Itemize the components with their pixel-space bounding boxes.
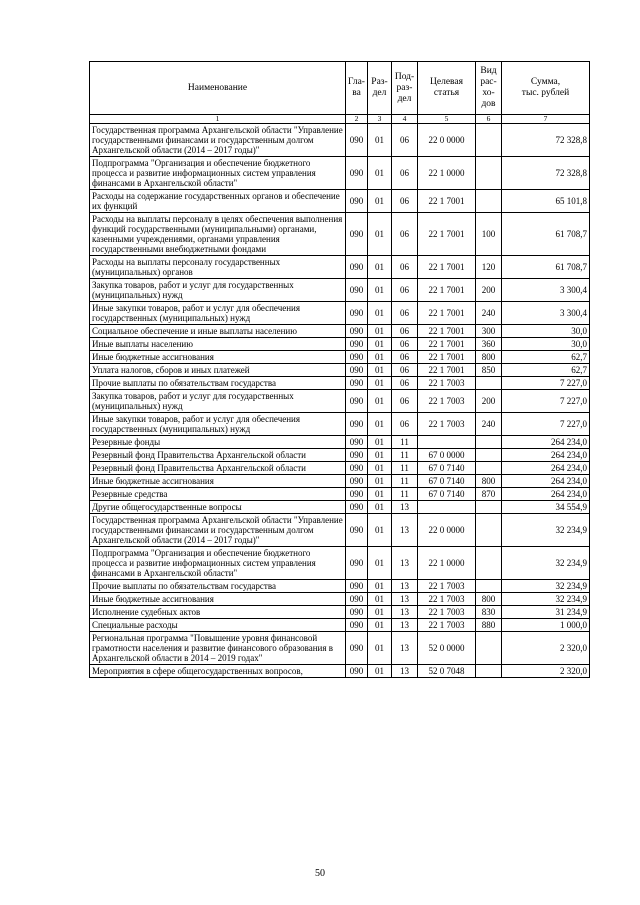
table-row <box>90 302 590 325</box>
cell-razdel: 01 <box>368 413 392 436</box>
cell-glava: 090 <box>346 413 368 436</box>
cell-statya: 22 1 7003 <box>418 606 476 619</box>
cell-glava: 090 <box>346 501 368 514</box>
cell-statya: 22 1 7003 <box>418 390 476 413</box>
cell-glava: 090 <box>346 488 368 501</box>
cell-vid: 850 <box>476 364 502 377</box>
cell-statya: 52 0 7048 <box>418 665 476 678</box>
cell-podrazdel: 13 <box>392 665 418 678</box>
cell-vid: 120 <box>476 256 502 279</box>
cell-name: Прочие выплаты по обязательствам государства <box>90 580 346 593</box>
cell-name: Иные закупки товаров, работ и услуг для обеспечения государственных (муниципальных) нужд <box>90 302 346 325</box>
cell-vid: 100 <box>476 213 502 256</box>
cell-summa: 32 234,9 <box>502 580 590 593</box>
cell-summa: 264 234,0 <box>502 449 590 462</box>
cell-summa: 61 708,7 <box>502 256 590 279</box>
cell-name: Резервные средства <box>90 488 346 501</box>
cell-vid: 200 <box>476 390 502 413</box>
cell-summa: 3 300,4 <box>502 279 590 302</box>
column-header-podrazdel: Под- раз- дел <box>392 62 418 115</box>
cell-statya: 22 1 7003 <box>418 580 476 593</box>
cell-podrazdel: 06 <box>392 377 418 390</box>
cell-razdel: 01 <box>368 436 392 449</box>
cell-vid <box>476 190 502 213</box>
cell-statya <box>418 436 476 449</box>
cell-name: Расходы на содержание государственных органов и обеспечение их функций <box>90 190 346 213</box>
cell-vid: 200 <box>476 279 502 302</box>
cell-glava: 090 <box>346 302 368 325</box>
cell-glava: 090 <box>346 124 368 157</box>
cell-summa: 7 227,0 <box>502 413 590 436</box>
cell-name: Подпрограмма "Организация и обеспечение бюджетного процесса и развитие информационных систем управления финансами в Архангельской области" <box>90 157 346 190</box>
cell-podrazdel: 06 <box>392 413 418 436</box>
table-row <box>90 325 590 338</box>
column-header-vid: Вид рас- хо- дов <box>476 62 502 115</box>
cell-name: Иные бюджетные ассигнования <box>90 593 346 606</box>
cell-name: Подпрограмма "Организация и обеспечение бюджетного процесса и развитие информационных систем управления финансами в Архангельской области" <box>90 547 346 580</box>
table-row <box>90 364 590 377</box>
cell-statya <box>418 501 476 514</box>
cell-summa: 1 000,0 <box>502 619 590 632</box>
cell-summa: 65 101,8 <box>502 190 590 213</box>
cell-statya: 22 0 0000 <box>418 514 476 547</box>
cell-glava: 090 <box>346 364 368 377</box>
cell-summa: 72 328,8 <box>502 124 590 157</box>
cell-name: Прочие выплаты по обязательствам государства <box>90 377 346 390</box>
cell-razdel: 01 <box>368 593 392 606</box>
cell-summa: 2 320,0 <box>502 665 590 678</box>
cell-glava: 090 <box>346 338 368 351</box>
cell-podrazdel: 13 <box>392 514 418 547</box>
cell-statya: 22 1 0000 <box>418 547 476 580</box>
cell-name: Иные бюджетные ассигнования <box>90 475 346 488</box>
table-row <box>90 390 590 413</box>
cell-podrazdel: 06 <box>392 364 418 377</box>
cell-name: Исполнение судебных актов <box>90 606 346 619</box>
page-number: 50 <box>315 868 325 879</box>
cell-statya: 22 1 7001 <box>418 256 476 279</box>
cell-summa: 2 320,0 <box>502 632 590 665</box>
cell-razdel: 01 <box>368 606 392 619</box>
cell-razdel: 01 <box>368 580 392 593</box>
cell-glava: 090 <box>346 390 368 413</box>
cell-glava: 090 <box>346 256 368 279</box>
cell-summa: 72 328,8 <box>502 157 590 190</box>
cell-vid <box>476 124 502 157</box>
table-row <box>90 190 590 213</box>
table-row <box>90 547 590 580</box>
column-header-summa: Сумма, тыс. рублей <box>502 62 590 115</box>
cell-vid: 880 <box>476 619 502 632</box>
table-row <box>90 436 590 449</box>
cell-glava: 090 <box>346 436 368 449</box>
table-row <box>90 213 590 256</box>
column-header-statya: Целевая статья <box>418 62 476 115</box>
cell-razdel: 01 <box>368 338 392 351</box>
cell-podrazdel: 06 <box>392 325 418 338</box>
cell-razdel: 01 <box>368 279 392 302</box>
cell-vid: 830 <box>476 606 502 619</box>
column-header-razdel: Раз- дел <box>368 62 392 115</box>
cell-summa: 264 234,0 <box>502 475 590 488</box>
cell-podrazdel: 13 <box>392 547 418 580</box>
cell-name: Иные бюджетные ассигнования <box>90 351 346 364</box>
cell-vid <box>476 501 502 514</box>
cell-summa: 32 234,9 <box>502 514 590 547</box>
budget-table <box>89 61 590 678</box>
cell-razdel: 01 <box>368 256 392 279</box>
column-number: 4 <box>392 115 418 124</box>
cell-razdel: 01 <box>368 364 392 377</box>
cell-razdel: 01 <box>368 547 392 580</box>
cell-vid: 800 <box>476 593 502 606</box>
cell-statya: 22 1 7001 <box>418 190 476 213</box>
cell-razdel: 01 <box>368 124 392 157</box>
cell-name: Уплата налогов, сборов и иных платежей <box>90 364 346 377</box>
cell-summa: 264 234,0 <box>502 462 590 475</box>
table-row <box>90 488 590 501</box>
cell-razdel: 01 <box>368 302 392 325</box>
cell-glava: 090 <box>346 190 368 213</box>
cell-statya: 22 1 7003 <box>418 593 476 606</box>
cell-glava: 090 <box>346 351 368 364</box>
cell-razdel: 01 <box>368 514 392 547</box>
column-number: 6 <box>476 115 502 124</box>
cell-podrazdel: 06 <box>392 213 418 256</box>
cell-summa: 3 300,4 <box>502 302 590 325</box>
cell-statya: 22 1 7001 <box>418 325 476 338</box>
cell-razdel: 01 <box>368 325 392 338</box>
cell-summa: 7 227,0 <box>502 377 590 390</box>
cell-name: Иные закупки товаров, работ и услуг для обеспечения государственных (муниципальных) нужд <box>90 413 346 436</box>
cell-vid: 240 <box>476 413 502 436</box>
cell-glava: 090 <box>346 606 368 619</box>
cell-name: Резервный фонд Правительства Архангельской области <box>90 449 346 462</box>
cell-podrazdel: 13 <box>392 619 418 632</box>
cell-statya: 52 0 0000 <box>418 632 476 665</box>
cell-summa: 34 554,9 <box>502 501 590 514</box>
column-number: 1 <box>90 115 346 124</box>
cell-podrazdel: 06 <box>392 157 418 190</box>
cell-podrazdel: 13 <box>392 501 418 514</box>
cell-vid <box>476 449 502 462</box>
cell-razdel: 01 <box>368 377 392 390</box>
cell-podrazdel: 11 <box>392 436 418 449</box>
cell-name: Специальные расходы <box>90 619 346 632</box>
cell-glava: 090 <box>346 632 368 665</box>
cell-vid <box>476 377 502 390</box>
cell-name: Мероприятия в сфере общегосударственных вопросов, <box>90 665 346 678</box>
cell-glava: 090 <box>346 580 368 593</box>
cell-statya: 22 1 7003 <box>418 377 476 390</box>
cell-statya: 67 0 7140 <box>418 462 476 475</box>
cell-vid <box>476 514 502 547</box>
cell-statya: 22 1 7001 <box>418 302 476 325</box>
cell-glava: 090 <box>346 449 368 462</box>
table-row <box>90 351 590 364</box>
cell-vid: 800 <box>476 475 502 488</box>
table-row <box>90 619 590 632</box>
cell-vid <box>476 157 502 190</box>
cell-summa: 62,7 <box>502 364 590 377</box>
cell-razdel: 01 <box>368 501 392 514</box>
cell-podrazdel: 06 <box>392 338 418 351</box>
cell-name: Региональная программа "Повышение уровня финансовой грамотности населения и развитие финансового образования в Архангельской области в 2014 – 2019 годах" <box>90 632 346 665</box>
cell-statya: 22 1 7001 <box>418 364 476 377</box>
cell-glava: 090 <box>346 619 368 632</box>
cell-summa: 61 708,7 <box>502 213 590 256</box>
cell-statya: 67 0 7140 <box>418 475 476 488</box>
cell-glava: 090 <box>346 593 368 606</box>
cell-vid: 360 <box>476 338 502 351</box>
cell-vid <box>476 547 502 580</box>
cell-vid: 870 <box>476 488 502 501</box>
cell-name: Расходы на выплаты персоналу государственных (муниципальных) органов <box>90 256 346 279</box>
table-row <box>90 256 590 279</box>
cell-name: Закупка товаров, работ и услуг для государственных (муниципальных) нужд <box>90 279 346 302</box>
cell-statya: 22 1 0000 <box>418 157 476 190</box>
cell-name: Расходы на выплаты персоналу в целях обеспечения выполнения функций государственными (муниципальными) органами, казенными учреждениями, органами управления государственными внебюджетными фондами <box>90 213 346 256</box>
cell-razdel: 01 <box>368 190 392 213</box>
cell-name: Резервный фонд Правительства Архангельской области <box>90 462 346 475</box>
cell-statya: 67 0 7140 <box>418 488 476 501</box>
column-number: 2 <box>346 115 368 124</box>
cell-name: Иные выплаты населению <box>90 338 346 351</box>
cell-podrazdel: 06 <box>392 302 418 325</box>
cell-podrazdel: 11 <box>392 475 418 488</box>
cell-statya: 22 1 7003 <box>418 619 476 632</box>
cell-razdel: 01 <box>368 351 392 364</box>
cell-name: Социальное обеспечение и иные выплаты населению <box>90 325 346 338</box>
cell-podrazdel: 11 <box>392 462 418 475</box>
table-row <box>90 377 590 390</box>
table-row <box>90 665 590 678</box>
table-row <box>90 449 590 462</box>
cell-podrazdel: 06 <box>392 256 418 279</box>
cell-summa: 30,0 <box>502 325 590 338</box>
cell-razdel: 01 <box>368 475 392 488</box>
table-row <box>90 124 590 157</box>
cell-podrazdel: 13 <box>392 580 418 593</box>
table-row <box>90 632 590 665</box>
cell-podrazdel: 13 <box>392 606 418 619</box>
table-row <box>90 514 590 547</box>
cell-razdel: 01 <box>368 488 392 501</box>
table-row <box>90 157 590 190</box>
cell-summa: 30,0 <box>502 338 590 351</box>
cell-glava: 090 <box>346 665 368 678</box>
cell-glava: 090 <box>346 157 368 190</box>
cell-razdel: 01 <box>368 619 392 632</box>
cell-vid: 240 <box>476 302 502 325</box>
cell-statya: 22 1 7001 <box>418 338 476 351</box>
cell-name: Государственная программа Архангельской области "Управление государственными финансами и государственным долгом Архангельской области (2014 – 2017 годы)" <box>90 124 346 157</box>
table-row <box>90 606 590 619</box>
table-row <box>90 580 590 593</box>
cell-glava: 090 <box>346 325 368 338</box>
cell-glava: 090 <box>346 213 368 256</box>
cell-summa: 32 234,9 <box>502 593 590 606</box>
cell-name: Другие общегосударственные вопросы <box>90 501 346 514</box>
cell-razdel: 01 <box>368 449 392 462</box>
cell-podrazdel: 11 <box>392 488 418 501</box>
column-header-glava: Гла- ва <box>346 62 368 115</box>
cell-glava: 090 <box>346 547 368 580</box>
cell-razdel: 01 <box>368 632 392 665</box>
cell-glava: 090 <box>346 475 368 488</box>
table-body <box>90 124 590 678</box>
cell-summa: 264 234,0 <box>502 488 590 501</box>
cell-razdel: 01 <box>368 213 392 256</box>
column-header-name: Наименование <box>90 62 346 115</box>
cell-vid <box>476 632 502 665</box>
cell-vid: 300 <box>476 325 502 338</box>
cell-vid <box>476 436 502 449</box>
cell-name: Закупка товаров, работ и услуг для государственных (муниципальных) нужд <box>90 390 346 413</box>
cell-podrazdel: 06 <box>392 279 418 302</box>
cell-razdel: 01 <box>368 390 392 413</box>
column-number: 7 <box>502 115 590 124</box>
cell-razdel: 01 <box>368 157 392 190</box>
column-number: 3 <box>368 115 392 124</box>
cell-vid: 800 <box>476 351 502 364</box>
table-header-row <box>90 62 590 115</box>
cell-name: Государственная программа Архангельской области "Управление государственными финансами и государственным долгом Архангельской области (2014 – 2017 годы)" <box>90 514 346 547</box>
cell-glava: 090 <box>346 462 368 475</box>
cell-razdel: 01 <box>368 462 392 475</box>
cell-razdel: 01 <box>368 665 392 678</box>
cell-vid <box>476 665 502 678</box>
cell-statya: 22 1 7001 <box>418 351 476 364</box>
cell-statya: 22 1 7001 <box>418 279 476 302</box>
cell-glava: 090 <box>346 514 368 547</box>
cell-summa: 62,7 <box>502 351 590 364</box>
cell-vid <box>476 462 502 475</box>
cell-statya: 22 0 0000 <box>418 124 476 157</box>
table-row <box>90 279 590 302</box>
cell-statya: 22 1 7001 <box>418 213 476 256</box>
cell-vid <box>476 580 502 593</box>
cell-podrazdel: 06 <box>392 124 418 157</box>
column-number-row <box>90 115 590 124</box>
table-row <box>90 593 590 606</box>
cell-summa: 7 227,0 <box>502 390 590 413</box>
cell-glava: 090 <box>346 279 368 302</box>
cell-podrazdel: 06 <box>392 390 418 413</box>
cell-podrazdel: 06 <box>392 190 418 213</box>
cell-glava: 090 <box>346 377 368 390</box>
cell-podrazdel: 13 <box>392 632 418 665</box>
cell-podrazdel: 11 <box>392 449 418 462</box>
cell-podrazdel: 13 <box>392 593 418 606</box>
table-row <box>90 475 590 488</box>
table-row <box>90 413 590 436</box>
cell-statya: 22 1 7003 <box>418 413 476 436</box>
table-row <box>90 338 590 351</box>
cell-podrazdel: 06 <box>392 351 418 364</box>
cell-summa: 31 234,9 <box>502 606 590 619</box>
cell-summa: 264 234,0 <box>502 436 590 449</box>
column-number: 5 <box>418 115 476 124</box>
table-row <box>90 462 590 475</box>
cell-statya: 67 0 0000 <box>418 449 476 462</box>
cell-name: Резервные фонды <box>90 436 346 449</box>
cell-summa: 32 234,9 <box>502 547 590 580</box>
table-row <box>90 501 590 514</box>
